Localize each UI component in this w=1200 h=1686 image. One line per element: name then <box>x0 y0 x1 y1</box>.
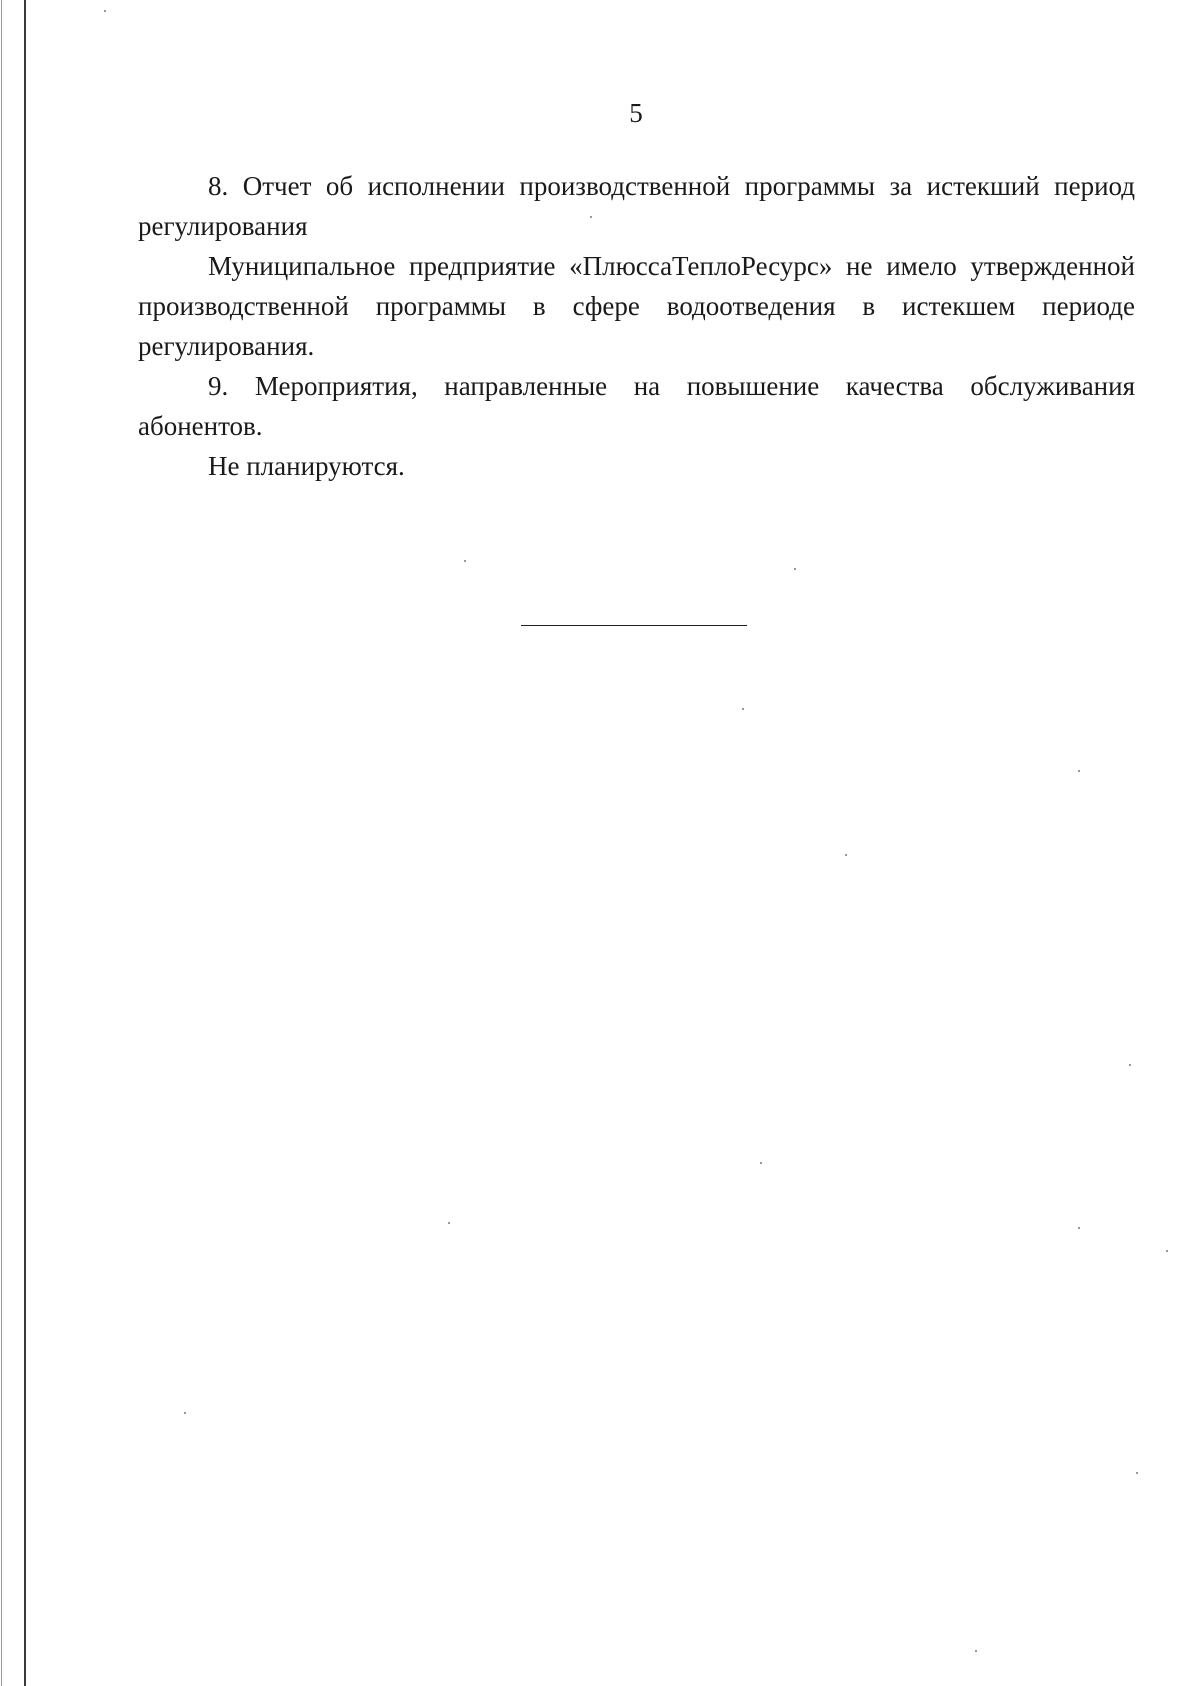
paragraph-section-9-heading: 9. Мероприятия, направленные на повышение качества обслуживания абонентов. <box>138 371 1135 441</box>
page-number: 5 <box>629 98 643 128</box>
scan-speck <box>794 568 796 570</box>
scan-speck <box>590 216 592 218</box>
scan-speck <box>448 1222 450 1224</box>
paragraph-section-9-body: Не планируются. <box>208 451 405 481</box>
scan-speck <box>1129 1064 1131 1066</box>
paragraph-section-8-heading: 8. Отчет об исполнении производственной программы за истекший период регулирования <box>138 171 1135 241</box>
scan-speck <box>1166 1250 1168 1252</box>
scan-speck <box>104 10 106 12</box>
scan-speck <box>742 708 744 710</box>
scan-speck <box>1136 1472 1138 1474</box>
scan-speck <box>464 560 466 562</box>
paragraph-section-8-body: Муниципальное предприятие «ПлюссаТеплоРесурс» не имело утвержденной производственной программы в сфере водоотведения в истекшем периоде регулирования. <box>138 251 1135 361</box>
end-separator-line <box>521 625 747 626</box>
scan-edge-line <box>24 0 26 1686</box>
scan-speck <box>1078 1227 1080 1229</box>
scan-speck <box>184 1412 186 1414</box>
scan-speck <box>845 854 847 856</box>
document-body <box>138 166 1135 486</box>
scan-speck <box>975 1650 977 1652</box>
scan-edge-outer <box>1 0 2 1686</box>
scan-speck <box>1078 770 1080 772</box>
scan-speck <box>760 1162 762 1164</box>
